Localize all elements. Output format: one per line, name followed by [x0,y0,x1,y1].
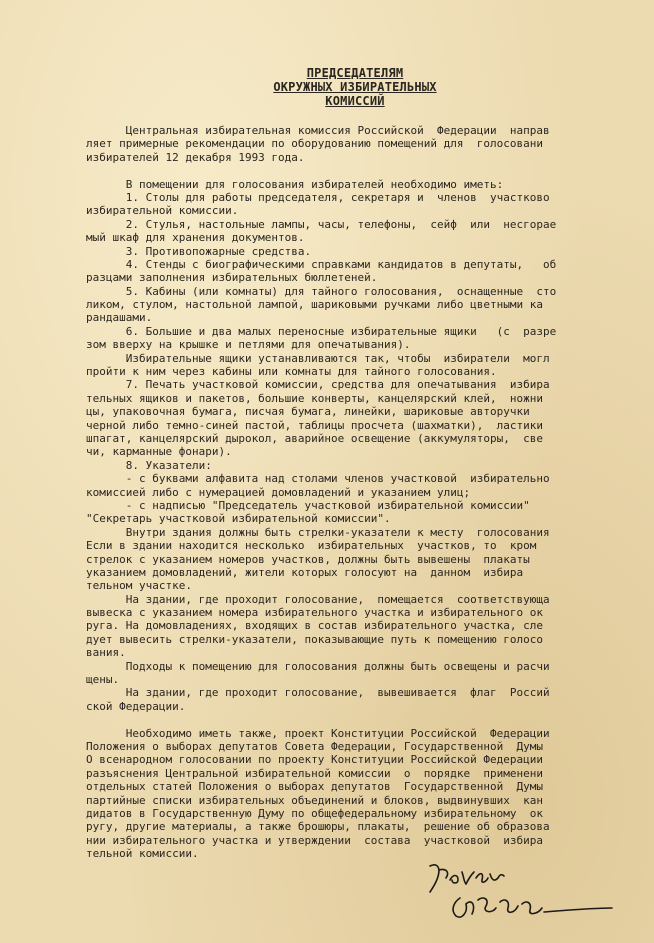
paragraph-gap [86,164,652,177]
text-line: разъяснения Центральной избирательной комиссии о порядке применени [86,766,543,780]
paragraph-gap [86,713,652,726]
text-line: рандашами. [86,311,153,325]
text-line: Необходимо иметь также, проект Конституции Российской Федерации [86,726,550,740]
text-line: 5. Кабины (или комнаты) для тайного голосования, оснащенные сто [86,284,557,298]
text-line: зом вверху на крышке и петлями для опечатывания). [86,338,411,352]
text-line: тельных ящиков и пакетов, большие конверты, канцелярский клей, ножни [86,391,543,405]
text-line: указанием домовладений, жители которых голосуют на данном избира [86,565,524,579]
addressee-line-2: ОКРУЖНЫХ ИЗБИРАТЕЛЬНЫХ [273,80,437,94]
text-line: черной либо темно-синей пастой, таблицы просчета (шахматки), ластики [86,418,543,432]
text-line: партийные списки избирательных объединений и блоков, выдвинувших кан [86,793,543,807]
text-line: вания. [86,646,126,660]
text-line: - с буквами алфавита над столами членов участковой избирательно [86,472,550,486]
text-line: 4. Стенды с биографическими справками кандидатов в депутаты, об [86,257,557,271]
addressee-line-3: КОМИССИЙ [325,94,385,108]
text-line: дует вывесить стрелки-указатели, показывающие путь к помещению голосо [86,632,543,646]
text-line: ликом, стулом, настольной лампой, шариковыми ручками либо цветными ка [86,298,543,312]
text-line: ляет примерные рекомендации по оборудованию помещений для голосовани [86,137,543,151]
text-line: отдельных статей Положения о выборах депутатов Государственной Думы [86,780,543,794]
text-line: дидатов в Государственную Думу по общефедеральному избирательному ок [86,806,543,820]
text-line: Если в здании находится несколько избирательных участков, то кром [86,539,537,553]
text-line: комиссией либо с нумерацией домовладений и указанием улиц; [86,485,471,499]
text-line: В помещении для голосования избирателей необходимо иметь: [86,177,504,191]
text-line: ской Федерации. [86,699,186,713]
text-line: 7. Печать участковой комиссии, средства для опечатывания избира [86,378,550,392]
text-line: разцами заполнения избирательных бюллетеней. [86,271,378,285]
addressee-line-1: ПРЕДСЕДАТЕЛЯМ [306,66,404,80]
text-line: тельной комиссии. [86,847,199,861]
text-line: - с надписью "Председатель участковой избирательной комиссии" [86,498,530,512]
text-line: Внутри здания должны быть стрелки-указатели к месту голосования [86,525,550,539]
text-line: 6. Большие и два малых переносные избирательные ящики (с разре [86,324,557,338]
text-line: Подходы к помещению для голосования должны быть освещены и расчи [86,659,550,673]
text-line: Центральная избирательная комиссия Российской Федерации направ [86,124,550,137]
text-line: 8. Указатели: [86,458,212,472]
addressee-heading [0,66,654,108]
text-line: Избирательные ящики устанавливаются так, чтобы избиратели могл [86,351,550,365]
text-line: руга. На домовладениях, входящих в состав избирательного участка, сле [86,619,543,633]
text-line: чи, карманные фонари). [86,445,232,459]
text-line: стрелок с указанием номеров участков, должны быть вывешены плакаты [86,552,530,566]
text-line: избирательной комиссии. [86,204,239,218]
text-line: нии избирательного участка и утверждении состава участковой избира [86,833,543,847]
text-line: вывеска с указанием номера избирательного участка и избирательного ок [86,606,543,620]
text-line: На здании, где проходит голосование, вывешивается флаг Россий [86,686,550,700]
text-line: тельном участке. [86,579,192,593]
text-line: пройти к ним через кабины или комнаты для тайного голосования. [86,365,497,379]
handwritten-signature [420,858,620,928]
text-line: 2. Стулья, настольные лампы, часы, телефоны, сейф или несгорае [86,217,557,231]
text-line: 1. Столы для работы председателя, секретаря и членов участково [86,190,550,204]
text-line: На здании, где проходит голосование, помещается соответствующа [86,592,550,606]
text-line: Положения о выборах депутатов Совета Федерации, Государственной Думы [86,739,543,753]
text-line: "Секретарь участковой избирательной комиссии". [86,512,391,526]
text-line: мый шкаф для хранения документов. [86,231,305,245]
text-line: ругу, другие материалы, а также брошюры, плакаты, решение об образова [86,820,550,834]
text-line: щены. [86,673,120,687]
text-line: избирателей 12 декабря 1993 года. [86,150,305,164]
text-line: шпагат, канцелярский дырокол, аварийное освещение (аккумуляторы, све [86,431,543,445]
text-line: цы, упаковочная бумага, писчая бумага, линейки, шариковые авторучки [86,405,530,419]
text-line: О всенародном голосовании по проекту Конституции Российской Федерации [86,753,543,767]
letter-body [86,124,652,860]
text-line: 3. Противопожарные средства. [86,244,312,258]
